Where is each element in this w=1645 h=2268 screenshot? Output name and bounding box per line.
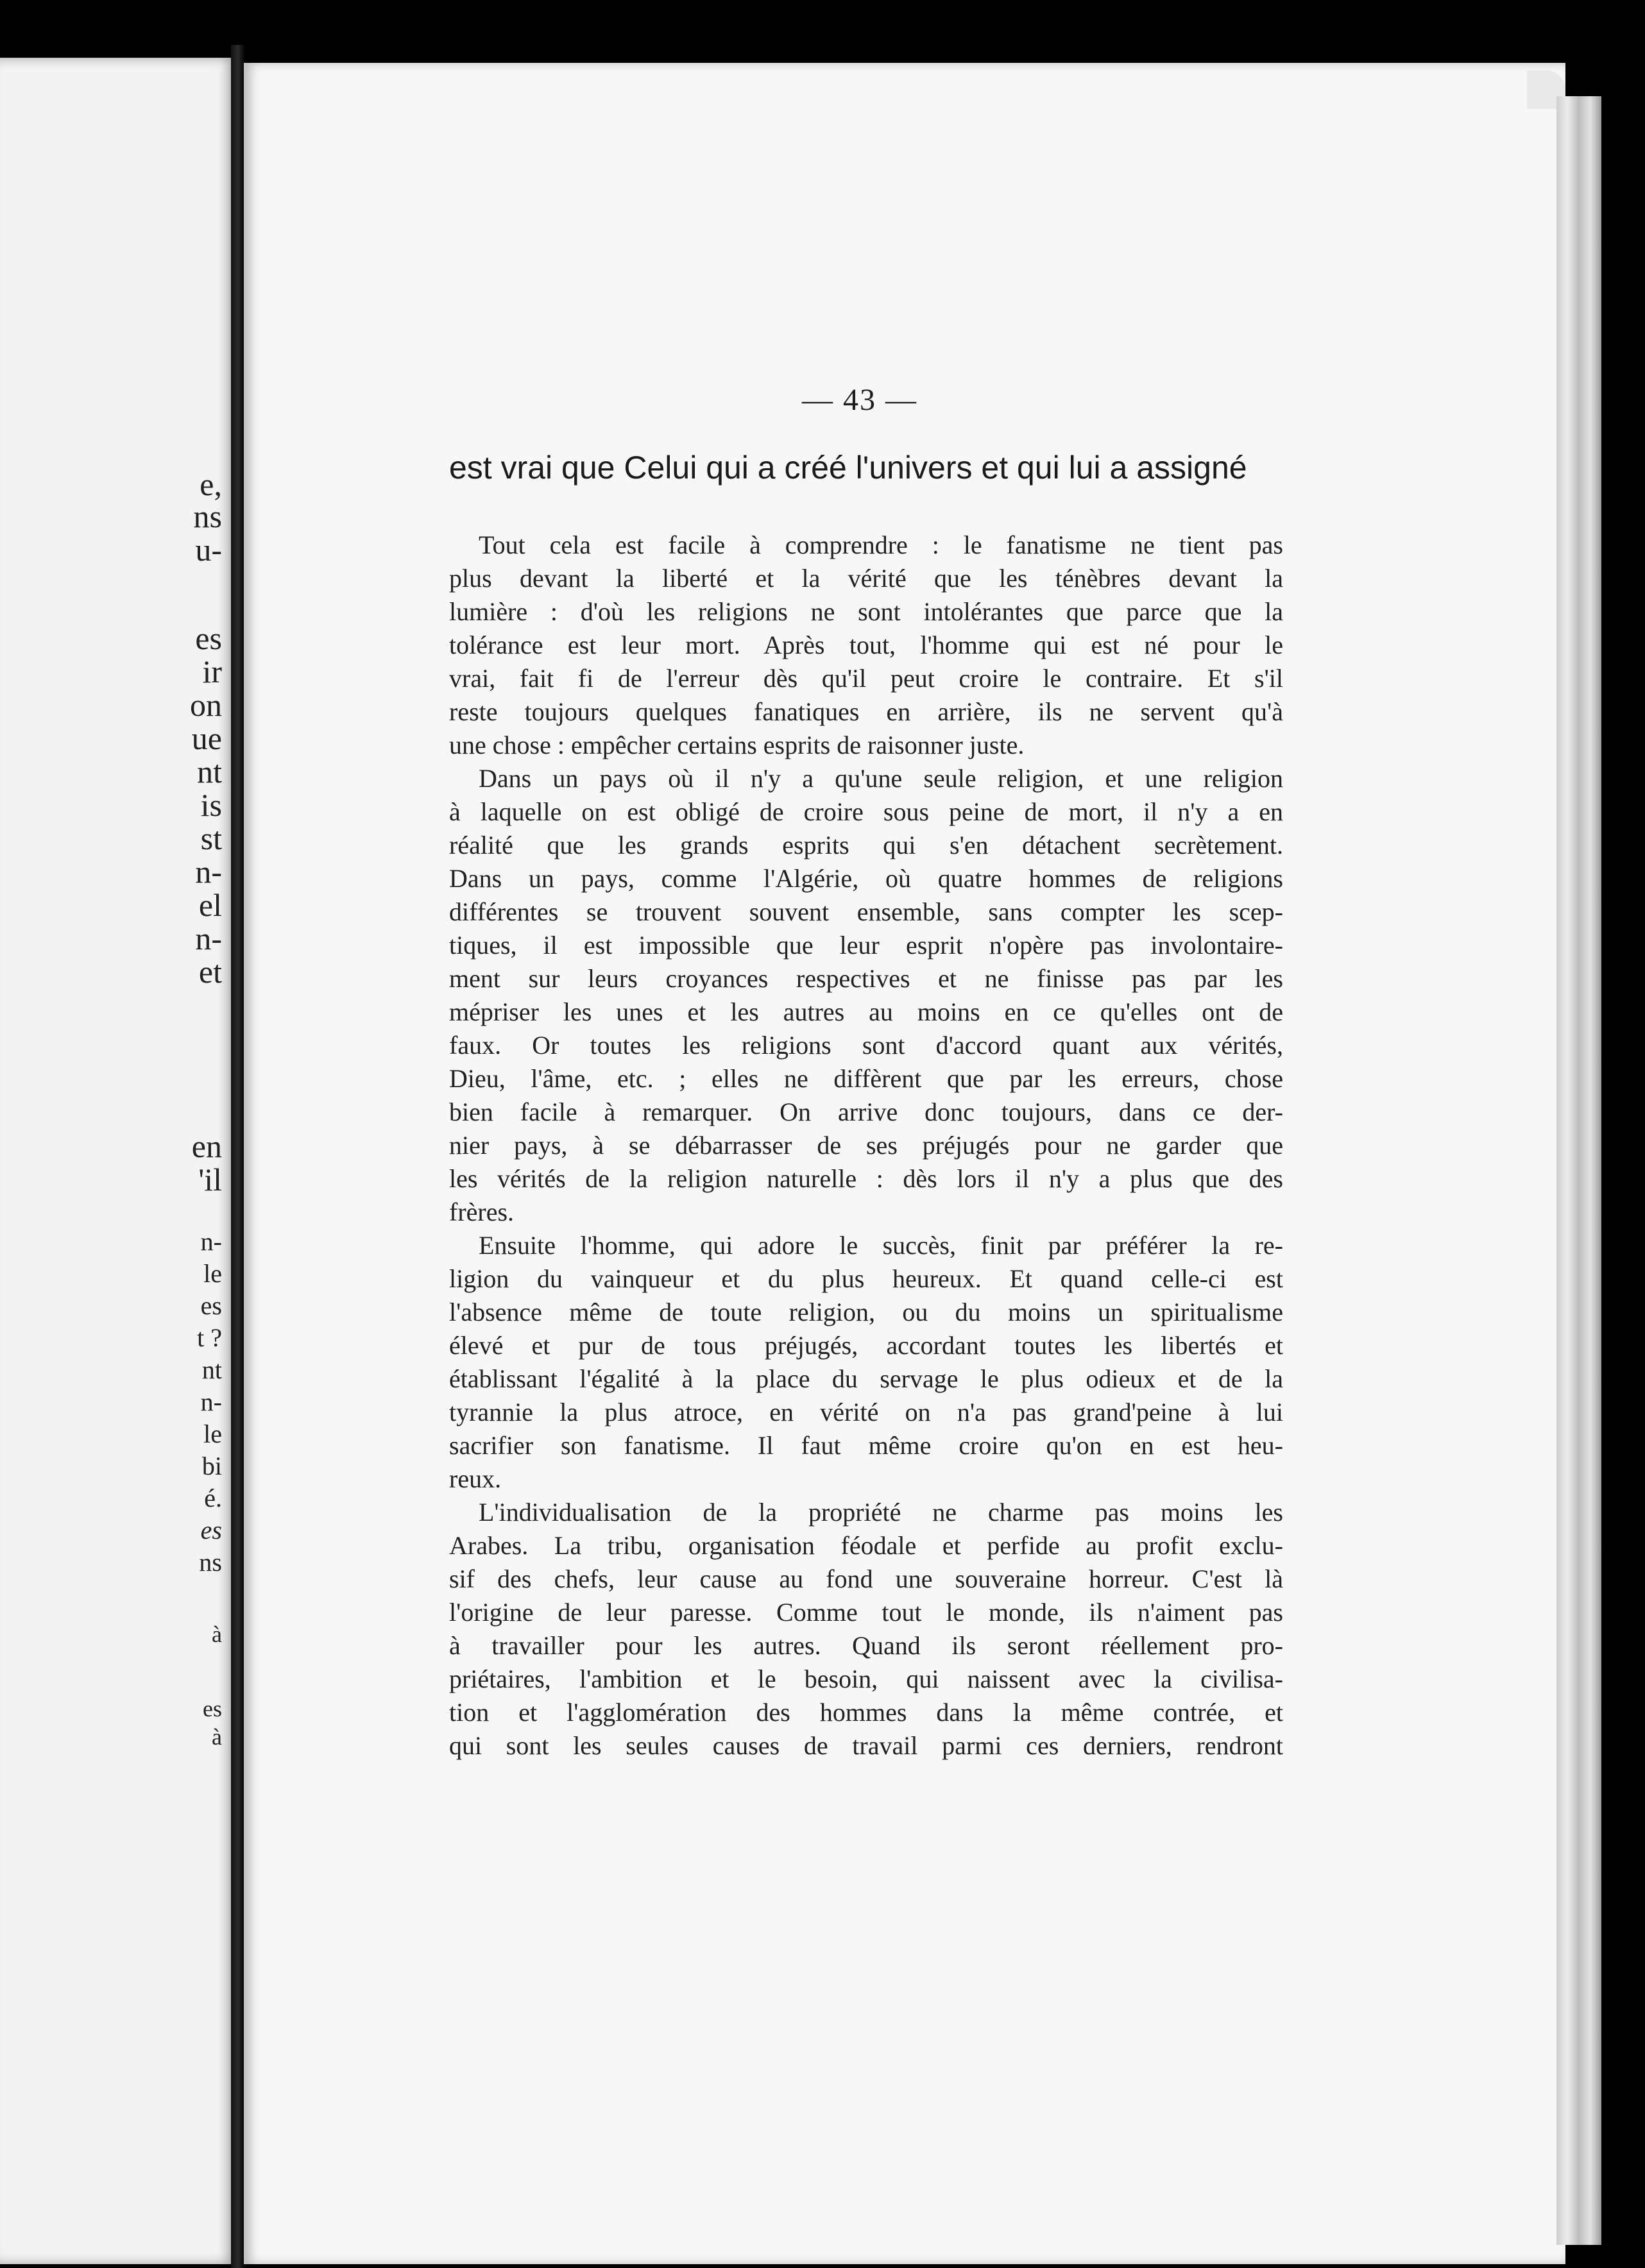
left-fragment: é. <box>204 1484 222 1512</box>
text-line: reux. <box>449 1464 502 1493</box>
text-line: lumière : d'où les religions ne sont intolérantes que parce que la <box>449 597 1283 626</box>
left-fragment: nt <box>201 1355 222 1384</box>
left-fragment: ns <box>199 1548 222 1577</box>
left-fragment: à <box>212 1621 222 1647</box>
text-line: L'individualisation de la propriété ne charme pas moins les <box>479 1498 1283 1527</box>
body-text <box>449 529 1283 1763</box>
text-line: plus devant la liberté et la vérité que les ténèbres devant la <box>449 564 1283 593</box>
text-line: Ensuite l'homme, qui adore le succès, finit par préférer la re- <box>479 1231 1283 1260</box>
text-line: tolérance est leur mort. Après tout, l'homme qui est né pour le <box>449 630 1283 659</box>
left-page-margin-text <box>0 58 237 2264</box>
text-line: tiques, il est impossible que leur esprit n'opère pas involontaire- <box>449 931 1283 960</box>
text-line: à travailler pour les autres. Quand ils seront réellement pro- <box>449 1631 1283 1660</box>
left-fragment: le <box>203 1259 222 1288</box>
page-number: — 43 — <box>802 383 917 417</box>
left-fragment: le <box>203 1419 222 1448</box>
text-line: Dans un pays où il n'y a qu'une seule religion, et une religion <box>479 764 1283 793</box>
left-fragment: et <box>198 954 222 990</box>
left-fragment: bi <box>201 1451 222 1480</box>
left-fragment: n- <box>200 1227 222 1256</box>
text-line: frères. <box>449 1197 515 1226</box>
text-line: reste toujours quelques fanatiques en arrière, ils ne servent qu'à <box>449 697 1283 726</box>
left-fragment: es <box>203 1696 222 1722</box>
left-page <box>0 58 237 2264</box>
left-fragment: n- <box>200 1387 222 1416</box>
left-fragment: is <box>200 787 222 823</box>
text-line: réalité que les grands esprits qui s'en détachent secrètement. <box>449 831 1283 859</box>
left-fragment: t ? <box>197 1323 222 1352</box>
text-line: différentes se trouvent souvent ensemble, sans compter les scep- <box>449 897 1283 926</box>
left-fragment: n- <box>195 854 222 890</box>
text-line: mépriser les unes et les autres au moins en ce qu'elles ont de <box>449 997 1283 1026</box>
text-line: élevé et pur de tous préjugés, accordant toutes les libertés et <box>449 1331 1283 1360</box>
left-fragment: n- <box>195 920 222 956</box>
text-line: l'origine de leur paresse. Comme tout le monde, ils n'aiment pas <box>449 1598 1283 1627</box>
left-fragment: es <box>200 1291 222 1320</box>
left-fragment: e, <box>200 466 222 502</box>
text-line: faux. Or toutes les religions sont d'accord quant aux vérités, <box>449 1031 1283 1060</box>
text-line: ligion du vainqueur et du plus heureux. Et quand celle-ci est <box>449 1264 1283 1293</box>
book-gutter <box>231 45 245 2268</box>
text-line: Arabes. La tribu, organisation féodale et perfide au profit exclu- <box>449 1531 1283 1560</box>
page-edge-stack <box>1556 96 1601 2245</box>
text-line: établissant l'égalité à la place du servage le plus odieux et de la <box>449 1364 1283 1393</box>
text-line: bien facile à remarquer. On arrive donc toujours, dans ce der- <box>449 1097 1283 1126</box>
left-fragment: à <box>212 1724 222 1750</box>
left-fragment: es <box>200 1516 222 1544</box>
left-fragment: ue <box>191 720 222 756</box>
text-line: qui sont les seules causes de travail parmi ces derniers, rendront <box>449 1731 1283 1760</box>
text-line: à laquelle on est obligé de croire sous peine de mort, il n'y a en <box>449 797 1283 826</box>
left-fragment: on <box>190 687 222 723</box>
heading-line: est vrai que Celui qui a créé l'univers et qui lui a assigné <box>449 450 1247 486</box>
left-fragment: st <box>200 820 222 856</box>
text-line: les vérités de la religion naturelle : dès lors il n'y a plus que des <box>449 1164 1283 1193</box>
text-line: une chose : empêcher certains esprits de raisonner juste. <box>449 731 1025 759</box>
text-line: sacrifier son fanatisme. Il faut même croire qu'on en est heu- <box>449 1431 1283 1460</box>
text-line: tyrannie la plus atroce, en vérité on n'a pas grand'peine à lui <box>449 1398 1283 1426</box>
text-line: Dieu, l'âme, etc. ; elles ne diffèrent que par les erreurs, chose <box>449 1064 1283 1093</box>
left-fragment: nt <box>197 754 222 790</box>
left-fragment: es <box>195 620 222 656</box>
text-line: Tout cela est facile à comprendre : le fanatisme ne tient pas <box>479 530 1283 559</box>
text-line: nier pays, à se débarrasser de ses préjugés pour ne garder que <box>449 1131 1283 1160</box>
text-line: ment sur leurs croyances respectives et ne finisse pas par les <box>449 964 1283 993</box>
text-line: tion et l'agglomération des hommes dans la même contrée, et <box>449 1698 1283 1727</box>
left-fragment: u- <box>195 532 222 568</box>
text-line: sif des chefs, leur cause au fond une souveraine horreur. C'est là <box>449 1564 1283 1593</box>
text-line: l'absence même de toute religion, ou du moins un spiritualisme <box>449 1298 1283 1326</box>
text-line: vrai, fait fi de l'erreur dès qu'il peut croire le contraire. Et s'il <box>449 664 1283 693</box>
text-line: priétaires, l'ambition et le besoin, qui naissent avec la civilisa- <box>449 1664 1283 1693</box>
text-line: Dans un pays, comme l'Algérie, où quatre hommes de religions <box>449 864 1283 893</box>
left-fragment: el <box>198 887 222 923</box>
left-fragment: ns <box>193 498 222 534</box>
left-fragment: en <box>191 1128 222 1164</box>
left-fragment: 'il <box>198 1162 222 1197</box>
left-fragment: ir <box>202 654 222 690</box>
